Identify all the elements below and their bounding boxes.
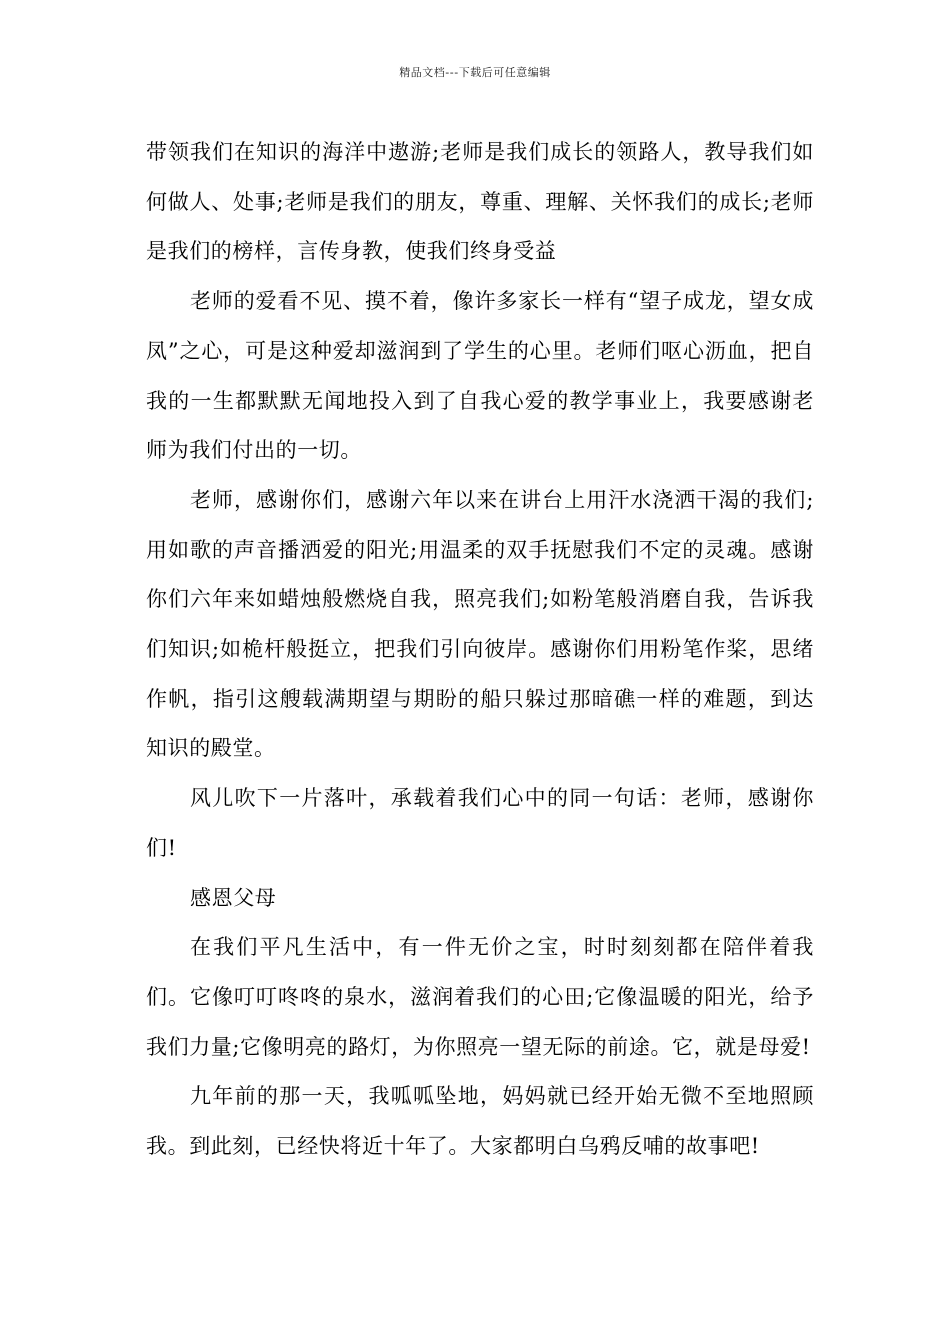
section-heading: 感恩父母 xyxy=(190,885,277,910)
paragraph: 带领我们在知识的海洋中遨游;老师是我们成长的领路人，教导我们如何做人、处事;老师是我们的朋友，尊重、理解、关怀我们的成长;老师是我们的榜样，言传身教，使我们终身受益 xyxy=(146,140,814,264)
page-header: 精品文档---下载后可任意编辑 xyxy=(399,66,551,79)
paragraph: 在我们平凡生活中，有一件无价之宝，时时刻刻都在陪伴着我们。它像叮叮咚咚的泉水，滋润着我们的心田;它像温暖的阳光，给予我们力量;它像明亮的路灯，为你照亮一望无际的前途。它，就是母爱! xyxy=(146,935,814,1059)
document-body xyxy=(146,128,814,1172)
paragraph: 九年前的那一天，我呱呱坠地，妈妈就已经开始无微不至地照顾我。到此刻，已经快将近十年了。大家都明白乌鸦反哺的故事吧! xyxy=(146,1084,814,1159)
paragraph: 老师的爱看不见、摸不着，像许多家长一样有“望子成龙，望女成凤”之心，可是这种爱却滋润到了学生的心里。老师们呕心沥血，把自我的一生都默默无闻地投入到了自我心爱的教学事业上，我要感谢老师为我们付出的一切。 xyxy=(146,289,814,463)
paragraph: 老师，感谢你们，感谢六年以来在讲台上用汗水浇洒干渴的我们;用如歌的声音播洒爱的阳光;用温柔的双手抚慰我们不定的灵魂。感谢你们六年来如蜡烛般燃烧自我，照亮我们;如粉笔般消磨自我，告诉我们知识;如桅杆般挺立，把我们引向彼岸。感谢你们用粉笔作桨，思绪作帆，指引这艘载满期望与期盼的船只躲过那暗礁一样的难题，到达知识的殿堂。 xyxy=(146,487,814,761)
paragraph: 风儿吹下一片落叶，承载着我们心中的同一句话：老师，感谢你们! xyxy=(146,786,814,860)
